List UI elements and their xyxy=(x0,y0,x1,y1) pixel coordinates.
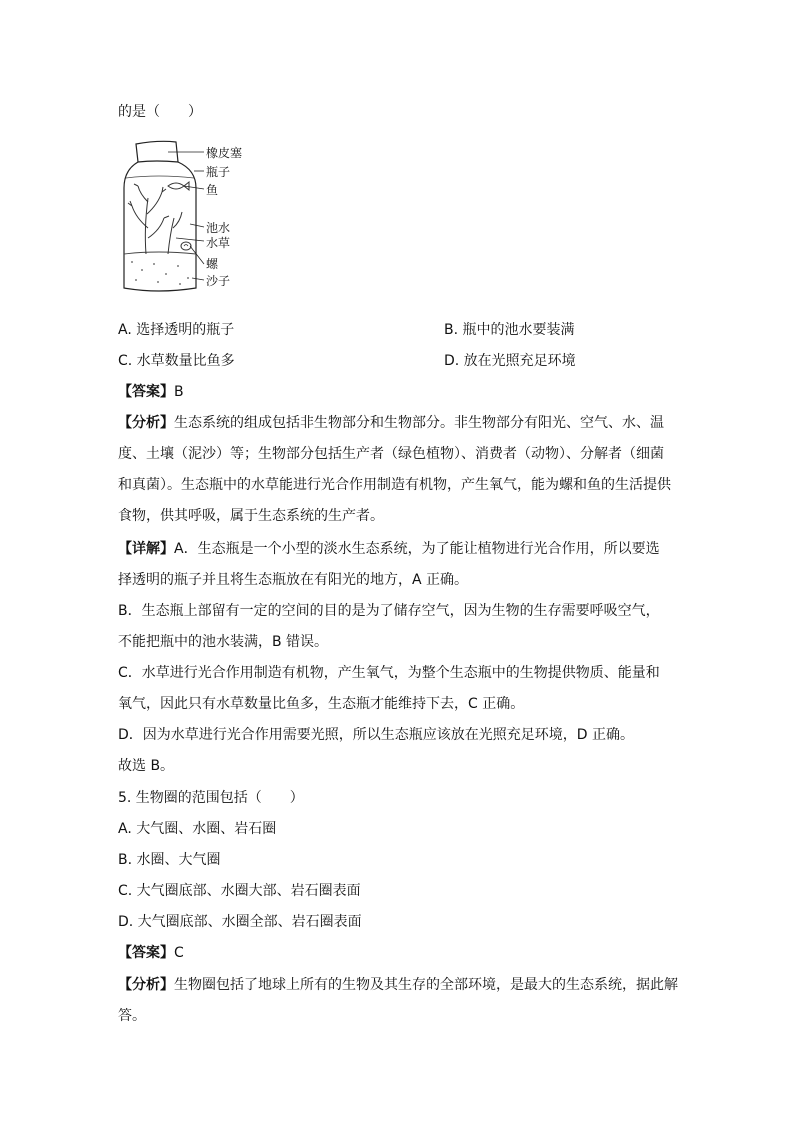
q4-detail-line-2: 择透明的瓶子并且将生态瓶放在有阳光的地方，A 正确。 xyxy=(118,572,469,588)
q4-detail-line-6: 氧气，因此只有水草数量比鱼多，生态瓶才能维持下去，C 正确。 xyxy=(118,696,525,712)
q4-detail-line-4: 不能把瓶中的池水装满，B 错误。 xyxy=(118,634,329,650)
q4-option-d: D. 放在光照充足环境 xyxy=(444,353,576,369)
q5-option-b: B. 水圈、大气圈 xyxy=(118,852,221,868)
analysis-text: 生物圈包括了地球上所有的生物及其生存的全部环境，是最大的生态系统，据此解 xyxy=(174,977,678,993)
q4-option-a: A. 选择透明的瓶子 xyxy=(118,322,235,338)
detail-text: A．生态瓶是一个小型的淡水生态系统，为了能让植物进行光合作用，所以要选 xyxy=(174,541,660,557)
q4-analysis-line-2: 度、土壤（泥沙）等；生物部分包括生产者（绿色植物）、消费者（动物）、分解者（细菌 xyxy=(118,446,664,462)
q5-answer xyxy=(118,943,184,963)
q4-answer xyxy=(118,382,184,402)
q5-analysis-line-1 xyxy=(118,975,678,995)
label-snail: 螺 xyxy=(206,257,219,271)
q4-analysis-line-3: 和真菌）。生态瓶中的水草能进行光合作用制造有机物，产生氧气，能为螺和鱼的生活提供 xyxy=(118,477,671,493)
q4-option-c: C. 水草数量比鱼多 xyxy=(118,353,235,369)
analysis-tag: 【分析】 xyxy=(118,415,174,431)
detail-tag: 【详解】 xyxy=(118,541,174,557)
q4-detail-line-7: D．因为水草进行光合作用需要光照，所以生态瓶应该放在光照充足环境，D 正确。 xyxy=(118,727,635,743)
answer-value: C xyxy=(174,945,184,961)
label-sand: 沙子 xyxy=(206,274,231,288)
answer-value: B xyxy=(174,384,184,400)
q4-detail-line-3: B．生态瓶上部留有一定的空间的目的是为了储存空气，因为生物的生存需要呼吸空气， xyxy=(118,603,660,619)
q4-analysis-line-1 xyxy=(118,413,664,433)
q4-detail-line-8: 故选 B。 xyxy=(118,758,175,774)
q5-option-a: A. 大气圈、水圈、岩石圈 xyxy=(118,821,277,837)
q4-option-b: B. 瓶中的池水要装满 xyxy=(444,322,575,338)
label-pond-water: 池水 xyxy=(206,221,231,235)
label-water-weed: 水草 xyxy=(206,236,231,250)
q4-detail-line-1 xyxy=(118,539,660,559)
analysis-text: 生态系统的组成包括非生物部分和生物部分。非生物部分有阳光、空气、水、温 xyxy=(174,415,664,431)
q5-option-d: D. 大气圈底部、水圈全部、岩石圈表面 xyxy=(118,914,362,930)
q4-stem-tail: 的是（ ） xyxy=(118,104,202,120)
q4-analysis-line-4: 食物，供其呼吸，属于生态系统的生产者。 xyxy=(118,508,384,524)
label-bottle: 瓶子 xyxy=(206,165,231,179)
q5-option-c: C. 大气圈底部、水圈大部、岩石圈表面 xyxy=(118,883,361,899)
ecobottle-diagram xyxy=(118,138,268,298)
analysis-tag: 【分析】 xyxy=(118,977,174,993)
q4-detail-line-5: C．水草进行光合作用制造有机物，产生氧气，为整个生态瓶中的生物提供物质、能量和 xyxy=(118,665,660,681)
answer-tag: 【答案】 xyxy=(118,384,174,400)
q5-stem: 5. 生物圈的范围包括（ ） xyxy=(118,790,304,806)
label-stopper: 橡皮塞 xyxy=(206,146,243,160)
answer-tag: 【答案】 xyxy=(118,945,174,961)
q5-analysis-line-2: 答。 xyxy=(118,1008,146,1024)
label-fish: 鱼 xyxy=(206,183,219,197)
ecobottle-figure xyxy=(118,138,268,298)
